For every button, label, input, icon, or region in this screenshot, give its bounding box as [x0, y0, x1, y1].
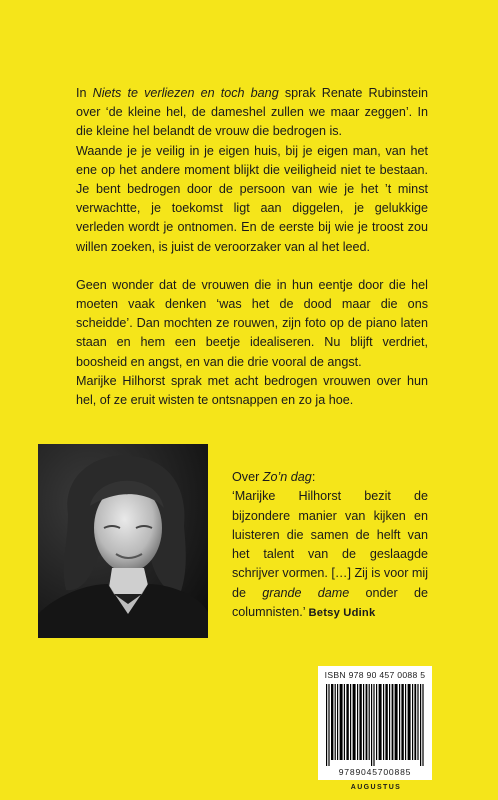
quote-intro: Over Zo’n dag: [232, 470, 316, 484]
blurb-paragraph-2: Waande je je veilig in je eigen huis, bij je eigen man, van het ene op het andere moment blijkt die veiligheid niet te bestaan. Je bent bedrogen door de persoon van wie je het ’t minst verwachtte, je toekomst ligt aan diggelen, je gelukkige verleden wordt je ontnomen. En de eerste bij wie je troost zou willen zoeken, is juist de veroorzaker van al het leed. [76, 143, 428, 254]
quote-text: ‘Marijke Hilhorst bezit de bijzondere manier van kijken en luisteren die samen de helft van het talent van de geslaagde schrijver vormen. […] Zij is voor mij de grande dame onder de columnisten.’ Betsy Udink [232, 489, 429, 620]
barcode-digits: 9789045700885 [338, 767, 412, 777]
blurb-paragraph-4: Marijke Hilhorst sprak met acht bedrogen vrouwen over hun hel, of ze eruit wisten te ontsnappen en zo ja hoe. [76, 373, 428, 408]
isbn-barcode [318, 666, 432, 780]
author-photo [38, 444, 208, 638]
isbn-label: ISBN 978 90 457 0088 5 [324, 670, 426, 680]
press-quote [232, 468, 428, 623]
blurb-paragraph-3: Geen wonder dat de vrouwen die in hun eentje door die hel moeten vaak denken ‘was het de dood maar die ons scheidde’. Dan mochten ze rouwen, zijn foto op de piano laten staan en hem een beetje idealiseren. Nu blijft verdriet, boosheid en angst, en van die drie vooral de angst. [76, 277, 428, 369]
quote-attribution: Betsy Udink [308, 607, 376, 620]
quote-book-title: Zo’n dag [262, 470, 312, 484]
back-cover-blurb [76, 84, 428, 410]
blurb-paragraph-1: In Niets te verliezen en toch bang sprak Renate Rubinstein over ‘de kleine hel, de dameshel zullen we maar zeggen’. In die kleine hel belandt de vrouw die bedrogen is. [76, 86, 428, 139]
book-title-reference: Niets te verliezen en toch bang [92, 86, 279, 100]
publisher-logo: AUGUSTUS [350, 784, 402, 791]
barcode-bars-icon [324, 684, 426, 766]
